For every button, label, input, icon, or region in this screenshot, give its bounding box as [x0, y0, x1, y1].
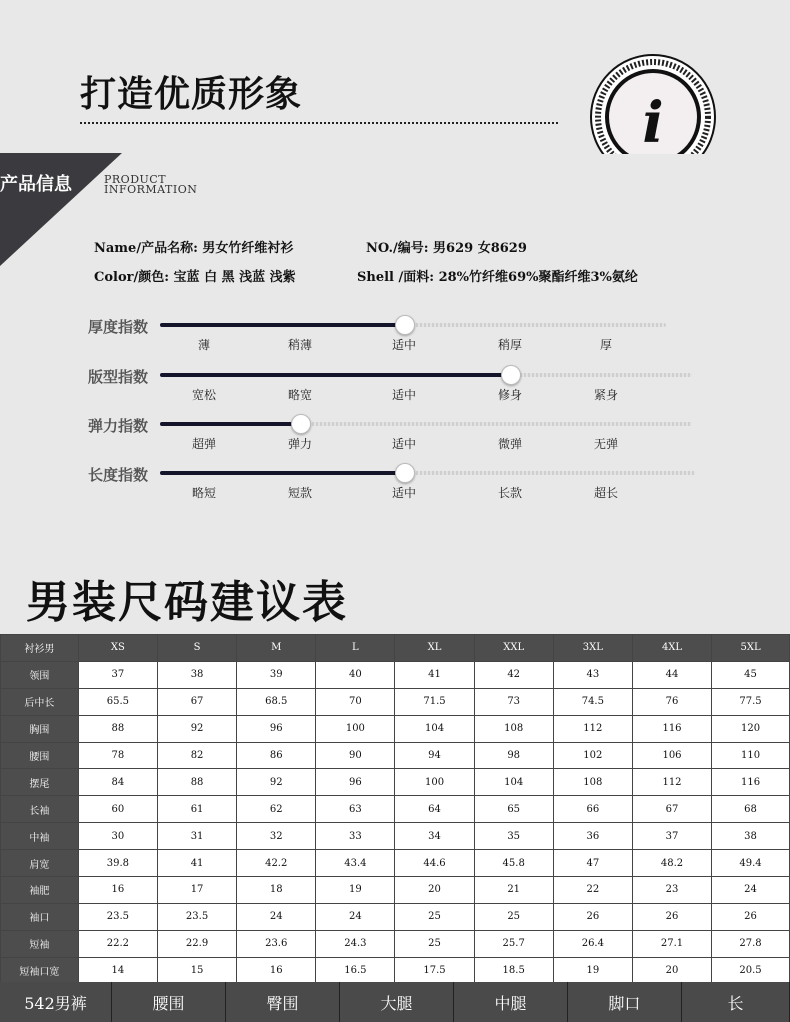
slider-tick-label: 适中: [391, 437, 417, 451]
table-cell: 44: [632, 661, 711, 688]
table-cell: 67: [157, 688, 236, 715]
table-cell: 100: [395, 769, 474, 796]
table-cell: 24: [316, 903, 395, 930]
table-cell: 96: [237, 715, 316, 742]
table-row: [1, 850, 790, 877]
slider-fill: [160, 422, 300, 426]
table-cell: 112: [553, 715, 632, 742]
table-cell: 42.2: [237, 850, 316, 877]
table-cell: 100: [316, 715, 395, 742]
table-cell: 37: [632, 823, 711, 850]
index-label: 长度指数: [88, 466, 149, 484]
slider-knob[interactable]: [395, 463, 415, 483]
table-cell: 37: [78, 661, 157, 688]
slider-tick-label: 微弹: [497, 437, 523, 451]
table-cell: 92: [157, 715, 236, 742]
table-header-row: [1, 635, 790, 662]
table-cell: 38: [157, 661, 236, 688]
table-cell: 16: [237, 957, 316, 984]
table-cell: 39.8: [78, 850, 157, 877]
table-cell: 61: [157, 796, 236, 823]
table-corner: 衬衫男: [1, 635, 79, 662]
table-cell: 24: [712, 877, 790, 904]
row-header-cell: 肩宽: [1, 850, 79, 877]
table-cell: 18.5: [474, 957, 553, 984]
table-row: [1, 661, 790, 688]
table-row: [1, 796, 790, 823]
table-row: [1, 823, 790, 850]
size-header-cell: S: [157, 635, 236, 662]
table-cell: 17.5: [395, 957, 474, 984]
table-cell: 98: [474, 742, 553, 769]
table-cell: 45.8: [474, 850, 553, 877]
table-cell: 62: [237, 796, 316, 823]
size-table: [0, 634, 790, 985]
table-row: [1, 715, 790, 742]
table-cell: 78: [78, 742, 157, 769]
section-banner-label: 产品信息: [0, 174, 72, 195]
pants-header-cell: 中腿: [454, 982, 568, 1022]
table-cell: 24: [237, 903, 316, 930]
table-row: [1, 877, 790, 904]
table-cell: 108: [474, 715, 553, 742]
table-cell: 88: [157, 769, 236, 796]
pants-header-cell: 腰围: [112, 982, 226, 1022]
row-header-cell: 腰围: [1, 742, 79, 769]
table-row: [1, 769, 790, 796]
table-cell: 48.2: [632, 850, 711, 877]
slider-tick-label: 稍厚: [497, 338, 523, 352]
table-cell: 64: [395, 796, 474, 823]
table-cell: 74.5: [553, 688, 632, 715]
table-cell: 86: [237, 742, 316, 769]
slider-fill: [160, 323, 404, 327]
table-cell: 26: [632, 903, 711, 930]
table-cell: 104: [474, 769, 553, 796]
size-header-cell: XL: [395, 635, 474, 662]
slider-fill: [160, 471, 404, 475]
slider-tick-label: 适中: [391, 388, 417, 402]
table-cell: 65.5: [78, 688, 157, 715]
table-cell: 23.6: [237, 930, 316, 957]
table-cell: 67: [632, 796, 711, 823]
row-header-cell: 领围: [1, 661, 79, 688]
index-label: 厚度指数: [88, 318, 149, 336]
table-cell: 77.5: [712, 688, 790, 715]
slider-tick-label: 无弹: [593, 437, 619, 451]
size-chart-title: 男装尺码建议表: [26, 577, 348, 628]
pants-header-cell: 长: [682, 982, 790, 1022]
table-cell: 34: [395, 823, 474, 850]
table-cell: 41: [395, 661, 474, 688]
table-cell: 66: [553, 796, 632, 823]
table-cell: 20.5: [712, 957, 790, 984]
slider-knob[interactable]: [291, 414, 311, 434]
table-cell: 27.8: [712, 930, 790, 957]
table-cell: 22.9: [157, 930, 236, 957]
table-cell: 110: [712, 742, 790, 769]
slider-tick-label: 超长: [593, 486, 619, 500]
table-cell: 65: [474, 796, 553, 823]
slider-tick-label: 适中: [391, 338, 417, 352]
table-row: [1, 742, 790, 769]
slider-tick-label: 修身: [497, 388, 523, 402]
table-cell: 26: [712, 903, 790, 930]
table-row: [1, 957, 790, 984]
table-cell: 16: [78, 877, 157, 904]
table-cell: 40: [316, 661, 395, 688]
table-cell: 84: [78, 769, 157, 796]
size-header-cell: XXL: [474, 635, 553, 662]
table-cell: 23: [632, 877, 711, 904]
table-row: [1, 930, 790, 957]
pants-header-cell: 542男裤: [0, 982, 112, 1022]
table-cell: 42: [474, 661, 553, 688]
table-cell: 47: [553, 850, 632, 877]
spec-fabric: Shell /面料: 28%竹纤维69%聚酯纤维3%氨纶: [357, 270, 638, 285]
table-cell: 39: [237, 661, 316, 688]
table-cell: 25: [474, 903, 553, 930]
table-cell: 14: [78, 957, 157, 984]
table-cell: 44.6: [395, 850, 474, 877]
table-cell: 116: [712, 769, 790, 796]
table-cell: 30: [78, 823, 157, 850]
dotted-divider: [80, 122, 558, 124]
table-cell: 70: [316, 688, 395, 715]
table-cell: 20: [395, 877, 474, 904]
page-title: 打造优质形象: [80, 74, 303, 115]
table-cell: 68: [712, 796, 790, 823]
table-cell: 82: [157, 742, 236, 769]
index-label: 版型指数: [88, 368, 149, 386]
table-cell: 20: [632, 957, 711, 984]
table-cell: 23.5: [157, 903, 236, 930]
table-row: [1, 688, 790, 715]
table-cell: 41: [157, 850, 236, 877]
pants-header-cell: 脚口: [568, 982, 682, 1022]
slider-tick-label: 长款: [497, 486, 523, 500]
table-cell: 32: [237, 823, 316, 850]
table-cell: 45: [712, 661, 790, 688]
table-cell: 22: [553, 877, 632, 904]
table-cell: 25: [395, 930, 474, 957]
slider-tick-label: 稍薄: [287, 338, 313, 352]
slider-tick-label: 超弹: [191, 437, 217, 451]
table-cell: 19: [553, 957, 632, 984]
row-header-cell: 摆尾: [1, 769, 79, 796]
section-subtitle-en-1: PRODUCT: [104, 173, 167, 186]
table-cell: 90: [316, 742, 395, 769]
table-cell: 26: [553, 903, 632, 930]
table-cell: 68.5: [237, 688, 316, 715]
table-cell: 102: [553, 742, 632, 769]
table-cell: 106: [632, 742, 711, 769]
pants-header-bar: [0, 982, 790, 1022]
table-cell: 25.7: [474, 930, 553, 957]
slider-knob[interactable]: [395, 315, 415, 335]
table-cell: 36: [553, 823, 632, 850]
table-cell: 76: [632, 688, 711, 715]
table-cell: 26.4: [553, 930, 632, 957]
slider-tick-label: 宽松: [191, 388, 217, 402]
slider-tick-label: 弹力: [287, 437, 313, 451]
size-header-cell: 3XL: [553, 635, 632, 662]
table-cell: 43.4: [316, 850, 395, 877]
row-header-cell: 胸围: [1, 715, 79, 742]
table-cell: 23.5: [78, 903, 157, 930]
table-cell: 71.5: [395, 688, 474, 715]
slider-tick-label: 略短: [191, 486, 217, 500]
info-glyph: i: [642, 90, 664, 154]
table-cell: 116: [632, 715, 711, 742]
table-cell: 16.5: [316, 957, 395, 984]
table-cell: 88: [78, 715, 157, 742]
slider-fill: [160, 373, 510, 377]
slider-tick-label: 厚: [599, 338, 613, 352]
table-cell: 38: [712, 823, 790, 850]
slider-tick-label: 略宽: [287, 388, 313, 402]
table-cell: 112: [632, 769, 711, 796]
spec-color: Color/颜色: 宝蓝 白 黑 浅蓝 浅紫: [94, 270, 296, 285]
size-header-cell: 5XL: [712, 635, 790, 662]
table-cell: 108: [553, 769, 632, 796]
spec-number: NO./编号: 男629 女8629: [366, 241, 527, 256]
spec-name: Name/产品名称: 男女竹纤维衬衫: [94, 241, 294, 256]
slider-tick-label: 短款: [287, 486, 313, 500]
index-label: 弹力指数: [88, 417, 149, 435]
table-cell: 24.3: [316, 930, 395, 957]
table-cell: 60: [78, 796, 157, 823]
table-cell: 31: [157, 823, 236, 850]
table-cell: 92: [237, 769, 316, 796]
size-header-cell: L: [316, 635, 395, 662]
table-cell: 49.4: [712, 850, 790, 877]
table-row: [1, 903, 790, 930]
table-cell: 33: [316, 823, 395, 850]
row-header-cell: 袖肥: [1, 877, 79, 904]
size-header-cell: XS: [78, 635, 157, 662]
info-icon: [590, 54, 716, 154]
table-cell: 73: [474, 688, 553, 715]
row-header-cell: 短袖: [1, 930, 79, 957]
table-cell: 19: [316, 877, 395, 904]
slider-knob[interactable]: [501, 365, 521, 385]
slider-tick-label: 适中: [391, 486, 417, 500]
table-cell: 18: [237, 877, 316, 904]
row-header-cell: 长袖: [1, 796, 79, 823]
table-cell: 120: [712, 715, 790, 742]
row-header-cell: 短袖口宽: [1, 957, 79, 984]
table-cell: 21: [474, 877, 553, 904]
table-cell: 35: [474, 823, 553, 850]
table-cell: 63: [316, 796, 395, 823]
table-cell: 15: [157, 957, 236, 984]
section-subtitle-en-2: INFORMATION: [104, 183, 198, 196]
pants-header-cell: 大腿: [340, 982, 454, 1022]
table-cell: 27.1: [632, 930, 711, 957]
size-header-cell: M: [237, 635, 316, 662]
table-cell: 94: [395, 742, 474, 769]
slider-tick-label: 紧身: [593, 388, 619, 402]
size-header-cell: 4XL: [632, 635, 711, 662]
table-cell: 104: [395, 715, 474, 742]
table-cell: 22.2: [78, 930, 157, 957]
row-header-cell: 后中长: [1, 688, 79, 715]
table-cell: 96: [316, 769, 395, 796]
table-cell: 43: [553, 661, 632, 688]
row-header-cell: 袖口: [1, 903, 79, 930]
row-header-cell: 中袖: [1, 823, 79, 850]
table-cell: 25: [395, 903, 474, 930]
pants-header-cell: 臀围: [226, 982, 340, 1022]
slider-tick-label: 薄: [197, 338, 211, 352]
table-cell: 17: [157, 877, 236, 904]
